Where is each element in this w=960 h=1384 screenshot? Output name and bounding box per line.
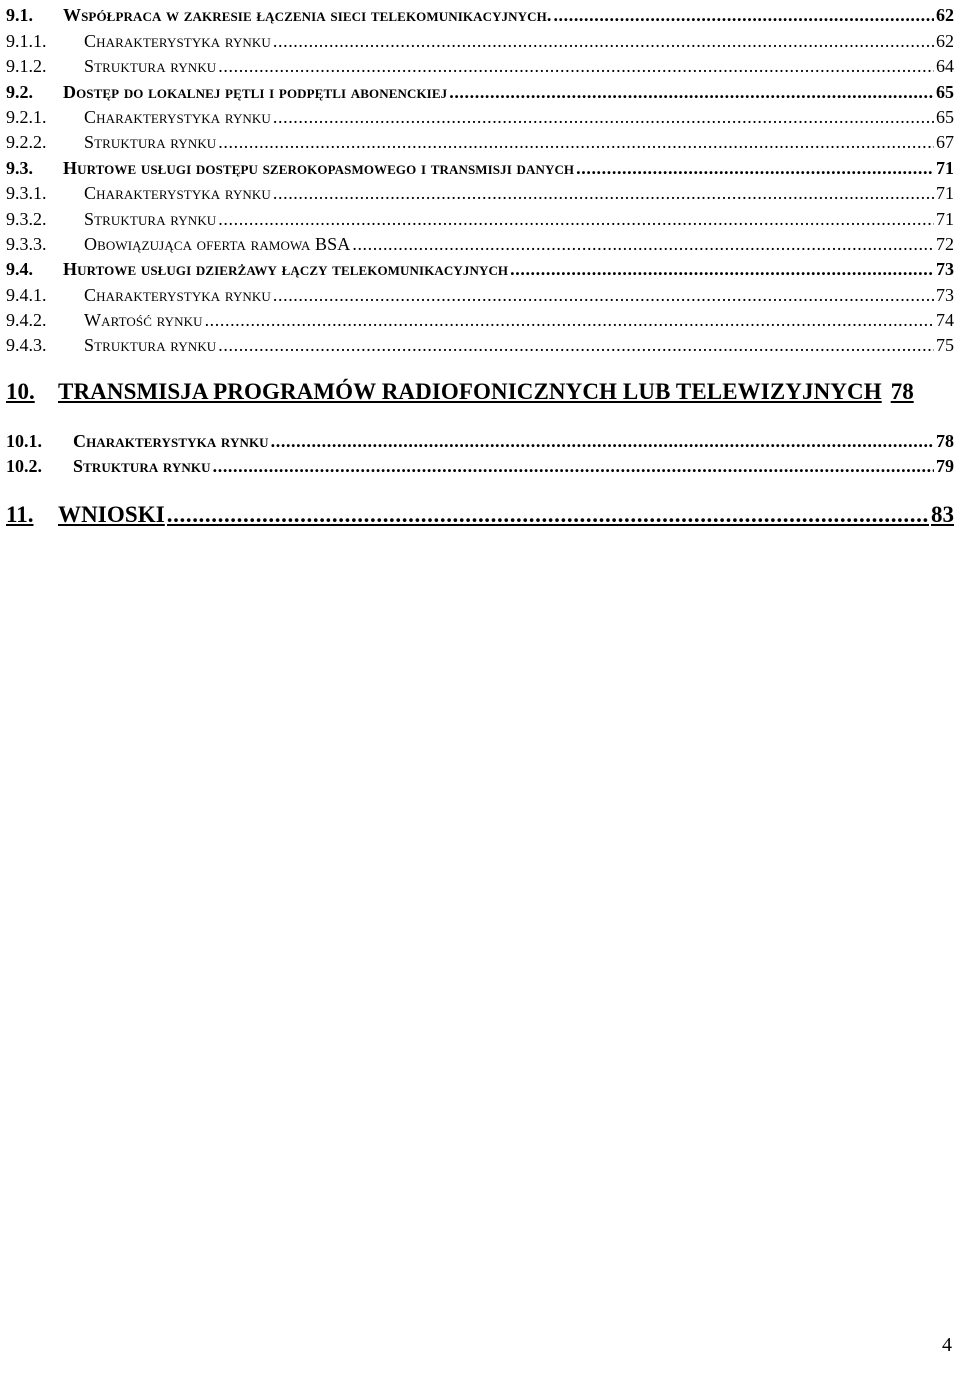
toc-chapter-page: 78 [890,379,914,405]
toc-chapter-title: WNIOSKI [58,502,165,528]
toc-entry-number: 9.2.1. [6,106,47,127]
toc-entry-title: Charakterystyka rynku [84,30,271,51]
dot-leader [449,82,934,102]
dot-leader [218,132,934,152]
dot-leader [352,234,934,254]
toc-entry-9-3-1[interactable] [6,178,954,203]
toc-entry-number: 10.1. [6,430,42,451]
toc-entry-number: 9.4.3. [6,335,47,356]
toc-entry-page: 73 [936,284,954,305]
dot-leader [213,456,934,476]
toc-entry-number: 10.2. [6,456,42,477]
toc-entry-title: Hurtowe usługi dzierżawy łączy telekomunikacyjnych [63,259,509,280]
dot-leader [218,56,934,76]
toc-entry-page: 62 [936,5,954,26]
spacer [6,355,954,373]
toc-entry-title: Współpraca w zakresie łączenia sieci telekomunikacyjnych. [63,5,552,26]
toc-entry-page: 78 [936,430,954,451]
toc-chapter-number: 11. [6,502,34,528]
toc-entry-9-4-1[interactable] [6,279,954,304]
toc-entry-title: Dostęp do lokalnej pętli i podpętli abonenckiej [63,81,448,102]
dot-leader [273,107,934,127]
toc-entry-title: Struktura rynku [84,208,217,229]
toc-entry-title: Charakterystyka rynku [84,284,271,305]
dot-leader [273,183,934,203]
toc-entry-page: 64 [936,56,954,77]
toc-entry-9-3-3[interactable] [6,229,954,254]
toc-entry-title: Charakterystyka rynku [73,430,269,451]
spacer [6,405,954,425]
toc-entry-9-4[interactable] [6,254,954,279]
dot-leader [218,209,934,229]
page-number: 4 [942,1334,952,1356]
toc-entry-number: 9.2. [6,81,33,102]
toc-entry-number: 9.3. [6,157,33,178]
dot-leader [553,5,934,25]
dot-leader [167,502,929,528]
toc-entry-number: 9.4. [6,259,33,280]
toc-entry-title: Charakterystyka rynku [84,183,271,204]
dot-leader [273,285,934,305]
spacer [6,476,954,496]
toc-entry-9-3[interactable] [6,152,954,177]
toc-entry-title: Struktura rynku [84,335,217,356]
toc-entry-page: 71 [936,208,954,229]
toc-entry-9-2[interactable] [6,76,954,101]
toc-entry-title: Struktura rynku [84,56,217,77]
toc-entry-page: 62 [936,30,954,51]
toc-entry-number: 9.3.3. [6,233,47,254]
toc-entry-number: 9.1.1. [6,30,47,51]
toc-chapter-page: 83 [931,502,954,528]
toc-entry-number: 9.3.2. [6,208,47,229]
toc-entry-number: 9.2.2. [6,132,47,153]
toc-entry-9-2-1[interactable] [6,102,954,127]
toc-entry-9-1[interactable] [6,0,954,25]
toc-entry-page: 79 [936,456,954,477]
toc-entry-title: Wartość rynku [84,310,203,331]
toc-entry-9-1-1[interactable] [6,25,954,50]
toc-entry-page: 72 [936,233,954,254]
toc-entry-page: 65 [936,106,954,127]
dot-leader [576,158,934,178]
toc-entry-title: Struktura rynku [73,456,211,477]
toc-chapter-title: TRANSMISJA PROGRAMÓW RADIOFONICZNYCH LUB TELEWIZYJNYCH [58,379,882,405]
toc-entry-page: 73 [936,259,954,280]
toc-chapter-11[interactable] [6,496,954,528]
toc-entry-title: Obowiązująca oferta ramowa BSA [84,233,351,254]
toc-entry-9-4-2[interactable] [6,305,954,330]
toc-entry-title: Struktura rynku [84,132,217,153]
toc-entry-page: 74 [936,310,954,331]
toc-entry-9-4-3[interactable] [6,330,954,355]
dot-leader [510,259,934,279]
toc-entry-page: 71 [936,157,954,178]
dot-leader [218,335,934,355]
dot-leader [205,310,934,330]
dot-leader [271,431,934,451]
toc-entry-number: 9.1. [6,5,33,26]
toc-chapter-number: 10. [6,379,35,405]
toc-entry-number: 9.3.1. [6,183,47,204]
toc-entry-9-3-2[interactable] [6,203,954,228]
dot-leader [273,31,934,51]
toc-entry-page: 67 [936,132,954,153]
toc-entry-9-2-2[interactable] [6,127,954,152]
toc-entry-number: 9.4.2. [6,310,47,331]
toc-entry-9-1-2[interactable] [6,51,954,76]
toc-chapter-10[interactable] [6,373,954,405]
toc-entry-page: 71 [936,183,954,204]
toc-entry-title: Hurtowe usługi dostępu szerokopasmowego i transmisji danych [63,157,575,178]
toc-entry-10-2[interactable] [6,451,954,476]
toc-entry-number: 9.1.2. [6,56,47,77]
toc-entry-number: 9.4.1. [6,284,47,305]
toc-entry-title: Charakterystyka rynku [84,106,271,127]
toc-entry-10-1[interactable] [6,425,954,450]
toc-entry-page: 75 [936,335,954,356]
table-of-contents [6,0,954,528]
toc-entry-page: 65 [936,81,954,102]
